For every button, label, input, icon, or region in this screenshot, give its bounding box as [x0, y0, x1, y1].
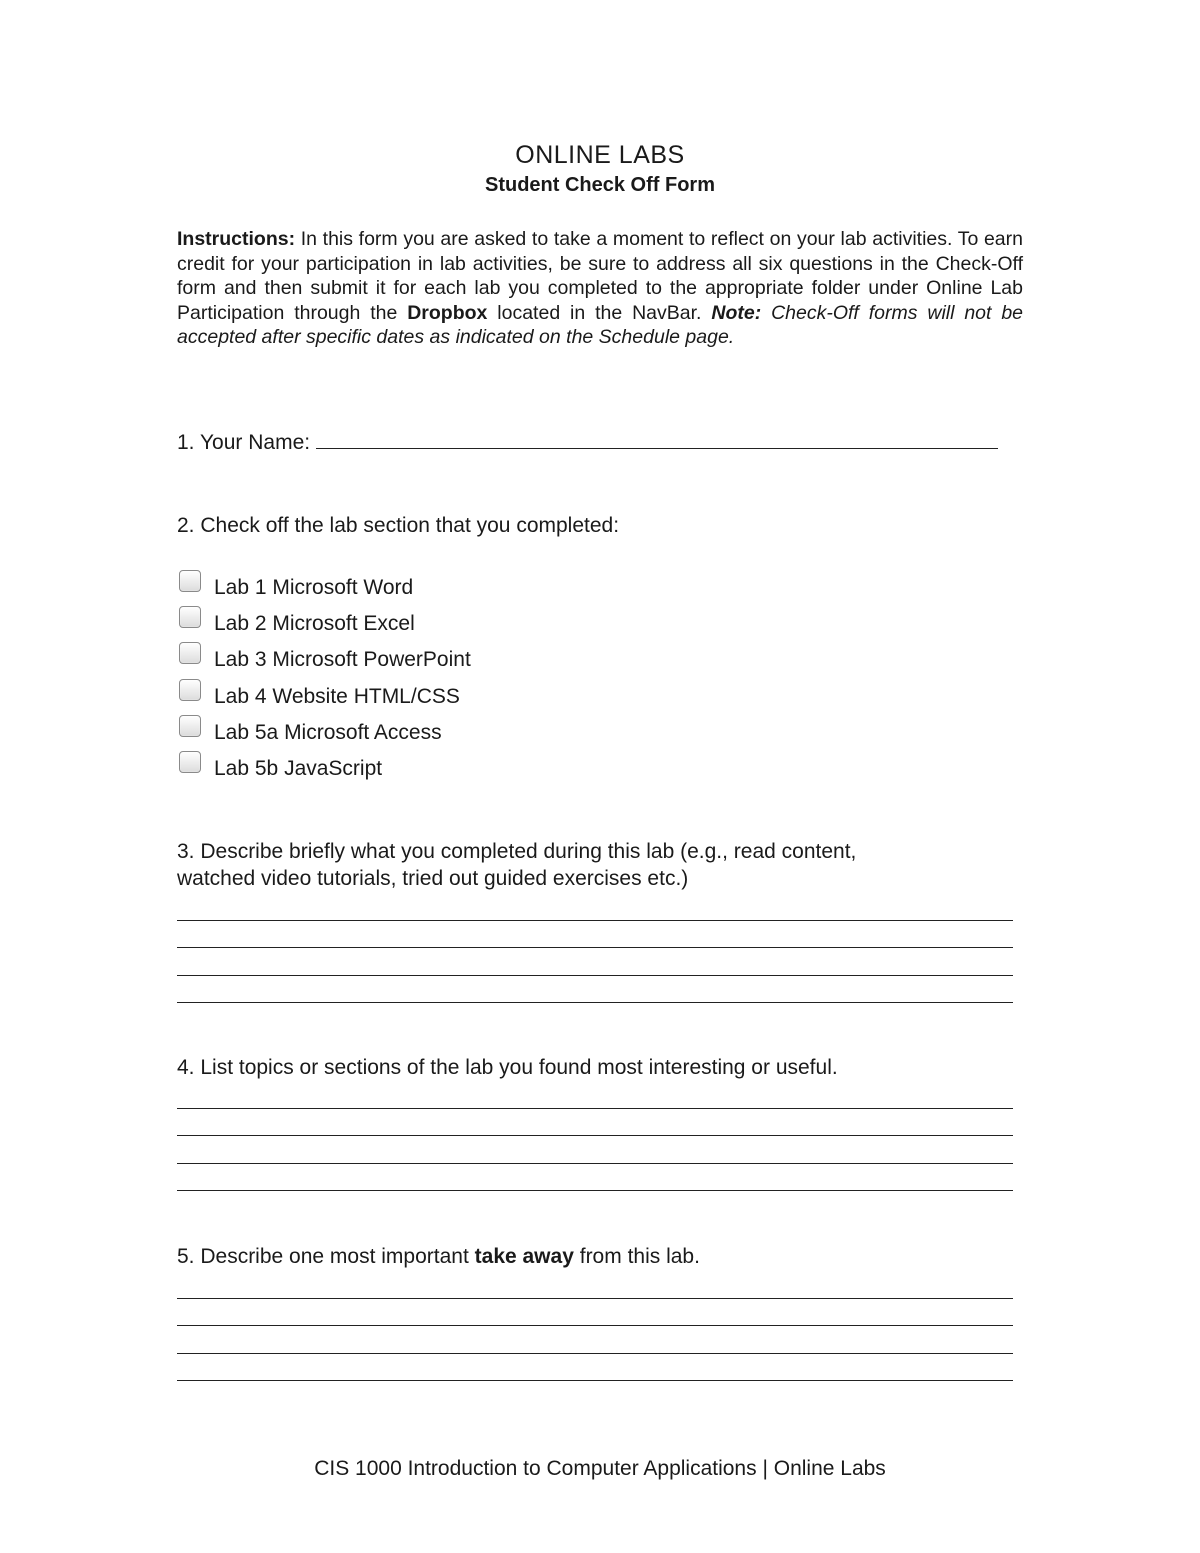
answer-line[interactable]	[177, 1271, 1013, 1299]
page-footer: CIS 1000 Introduction to Computer Applications | Online Labs	[314, 1457, 886, 1480]
lab-option[interactable]	[179, 749, 471, 785]
lab-checkbox[interactable]	[179, 751, 201, 773]
lab-option[interactable]	[179, 713, 471, 749]
question-2-label: 2. Check off the lab section that you completed:	[177, 514, 620, 537]
answer-line[interactable]	[177, 1164, 1013, 1192]
question-4-label: 4. List topics or sections of the lab you found most interesting or useful.	[177, 1056, 838, 1079]
question-5-emphasis: take away	[474, 1245, 574, 1268]
answer-line[interactable]	[177, 1354, 1013, 1382]
lab-option-label: Lab 1 Microsoft Word	[214, 576, 414, 599]
lab-checklist	[179, 568, 471, 785]
answer-line[interactable]	[177, 976, 1013, 1004]
answer-line[interactable]	[177, 893, 1013, 921]
lab-option[interactable]	[179, 604, 471, 640]
note-label: Note:	[711, 301, 762, 324]
lab-option[interactable]	[179, 568, 471, 604]
lab-option-label: Lab 5b JavaScript	[214, 756, 383, 780]
lab-checkbox[interactable]	[179, 679, 201, 701]
lab-option-label: Lab 2 Microsoft Excel	[214, 612, 415, 636]
question-5-text-before: 5. Describe one most important	[177, 1245, 469, 1268]
answer-line[interactable]	[177, 1136, 1013, 1164]
dropbox-keyword: Dropbox	[407, 301, 488, 324]
question-3-line2: watched video tutorials, tried out guided exercises etc.)	[177, 867, 689, 890]
note-text: Check-Off forms will not be accepted after specific dates as indicated on the Schedule page.	[177, 301, 1024, 349]
answer-line[interactable]	[177, 1299, 1013, 1327]
answer-line[interactable]	[177, 948, 1013, 976]
lab-checkbox[interactable]	[179, 715, 201, 737]
name-answer-line[interactable]	[316, 430, 998, 449]
lab-checkbox[interactable]	[179, 606, 201, 628]
instructions-text-part1: In this form you are asked to take a moment to reflect on your lab activities. To earn credit for your participation in lab activities, be sure to address all six questions in the Check-Off form and then submit it for each lab you completed to the appropriate folder under Online Lab Participation through the	[177, 228, 1023, 324]
lab-option-label: Lab 4 Website HTML/CSS	[214, 684, 460, 708]
question-5-text-after: from this lab.	[579, 1245, 700, 1268]
instructions-paragraph	[177, 227, 1023, 350]
answer-line[interactable]	[177, 1109, 1013, 1137]
question-3-line1: 3. Describe briefly what you completed during this lab (e.g., read content,	[177, 840, 857, 863]
lab-checkbox[interactable]	[179, 642, 201, 664]
question-1-label: 1. Your Name:	[177, 431, 311, 454]
page-subtitle: Student Check Off Form	[484, 174, 715, 196]
question-your-name	[177, 429, 998, 456]
lab-option-label: Lab 3 Microsoft PowerPoint	[214, 648, 471, 672]
question-3-answer-area[interactable]	[177, 893, 1013, 1003]
lab-option-label: Lab 5a Microsoft Access	[214, 720, 442, 744]
answer-line[interactable]	[177, 1081, 1013, 1109]
answer-line[interactable]	[177, 921, 1013, 949]
answer-line[interactable]	[177, 1326, 1013, 1354]
question-5-label	[177, 1243, 700, 1270]
page-title: ONLINE LABS	[515, 141, 685, 169]
question-3-label	[177, 838, 856, 892]
instructions-label: Instructions:	[177, 228, 296, 250]
instructions-text-part2: located in the NavBar.	[497, 301, 702, 324]
lab-checkbox[interactable]	[179, 570, 201, 592]
question-5-answer-area[interactable]	[177, 1271, 1013, 1381]
lab-option[interactable]	[179, 677, 471, 713]
question-4-answer-area[interactable]	[177, 1081, 1013, 1191]
lab-option[interactable]	[179, 640, 471, 676]
